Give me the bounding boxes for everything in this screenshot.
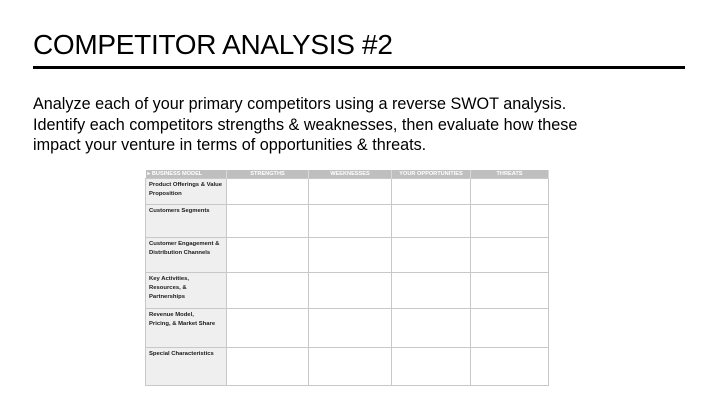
row-label-line: Distribution Channels xyxy=(149,250,211,256)
slide-title: COMPETITOR ANALYSIS #2 xyxy=(33,29,393,60)
cell-weeknesses[interactable] xyxy=(309,348,392,386)
cell-weeknesses[interactable] xyxy=(309,238,392,273)
header-your-opportunities: YOUR OPPORTUNITIES xyxy=(392,170,471,179)
row-label-product-offerings xyxy=(146,179,227,205)
cell-weeknesses[interactable] xyxy=(309,179,392,205)
table-row xyxy=(146,273,549,309)
header-threats: THREATS xyxy=(471,170,549,179)
table-row xyxy=(146,238,549,273)
cell-weeknesses[interactable] xyxy=(309,309,392,348)
row-label-line: Proposition xyxy=(149,191,182,197)
cell-weeknesses[interactable] xyxy=(309,273,392,309)
row-label-line: Customers Segments xyxy=(149,208,210,214)
cell-strengths[interactable] xyxy=(227,348,309,386)
row-label-customer-segments xyxy=(146,205,227,238)
row-label-key-activities xyxy=(146,273,227,309)
cell-threats[interactable] xyxy=(471,179,549,205)
cell-opportunities[interactable] xyxy=(392,348,471,386)
cell-threats[interactable] xyxy=(471,348,549,386)
cell-opportunities[interactable] xyxy=(392,309,471,348)
row-label-revenue-model xyxy=(146,309,227,348)
header-weeknesses: WEEKNESSES xyxy=(309,170,392,179)
table-row xyxy=(146,309,549,348)
header-business-model: ▸ BUSINESS MODEL xyxy=(146,170,227,179)
title-divider xyxy=(33,66,685,69)
table-row xyxy=(146,205,549,238)
instructions-line-1: Analyze each of your primary competitors using a reverse SWOT analysis. xyxy=(33,95,567,113)
row-label-line: Special Characteristics xyxy=(149,351,214,357)
cell-threats[interactable] xyxy=(471,309,549,348)
instructions-line-3: impact your venture in terms of opportunities & threats. xyxy=(33,136,427,154)
row-label-line: Resources, & xyxy=(149,285,187,291)
cell-strengths[interactable] xyxy=(227,179,309,205)
cell-strengths[interactable] xyxy=(227,205,309,238)
table-row xyxy=(146,348,549,386)
cell-threats[interactable] xyxy=(471,238,549,273)
cell-opportunities[interactable] xyxy=(392,238,471,273)
table-row xyxy=(146,179,549,205)
cell-opportunities[interactable] xyxy=(392,179,471,205)
row-label-line: Revenue Model, xyxy=(149,312,194,318)
instructions-line-2: Identify each competitors strengths & weaknesses, then evaluate how these xyxy=(33,115,578,134)
cell-strengths[interactable] xyxy=(227,273,309,309)
cell-threats[interactable] xyxy=(471,273,549,309)
reverse-swot-table xyxy=(145,170,549,386)
cell-strengths[interactable] xyxy=(227,238,309,273)
row-label-special-characteristics xyxy=(146,348,227,386)
row-label-line: Partnerships xyxy=(149,294,186,300)
row-label-customer-engagement xyxy=(146,238,227,273)
instructions-paragraph xyxy=(33,94,683,156)
cell-weeknesses[interactable] xyxy=(309,205,392,238)
cell-threats[interactable] xyxy=(471,205,549,238)
row-label-line: Key Activities, xyxy=(149,276,190,282)
row-label-line: Product Offerings & Value xyxy=(149,182,222,188)
table-header-row xyxy=(146,170,549,179)
row-label-line: Pricing, & Market Share xyxy=(149,321,216,327)
cell-opportunities[interactable] xyxy=(392,273,471,309)
row-label-line: Customer Engagement & xyxy=(149,241,220,247)
cell-opportunities[interactable] xyxy=(392,205,471,238)
header-strengths: STRENGTHS xyxy=(227,170,309,179)
cell-strengths[interactable] xyxy=(227,309,309,348)
